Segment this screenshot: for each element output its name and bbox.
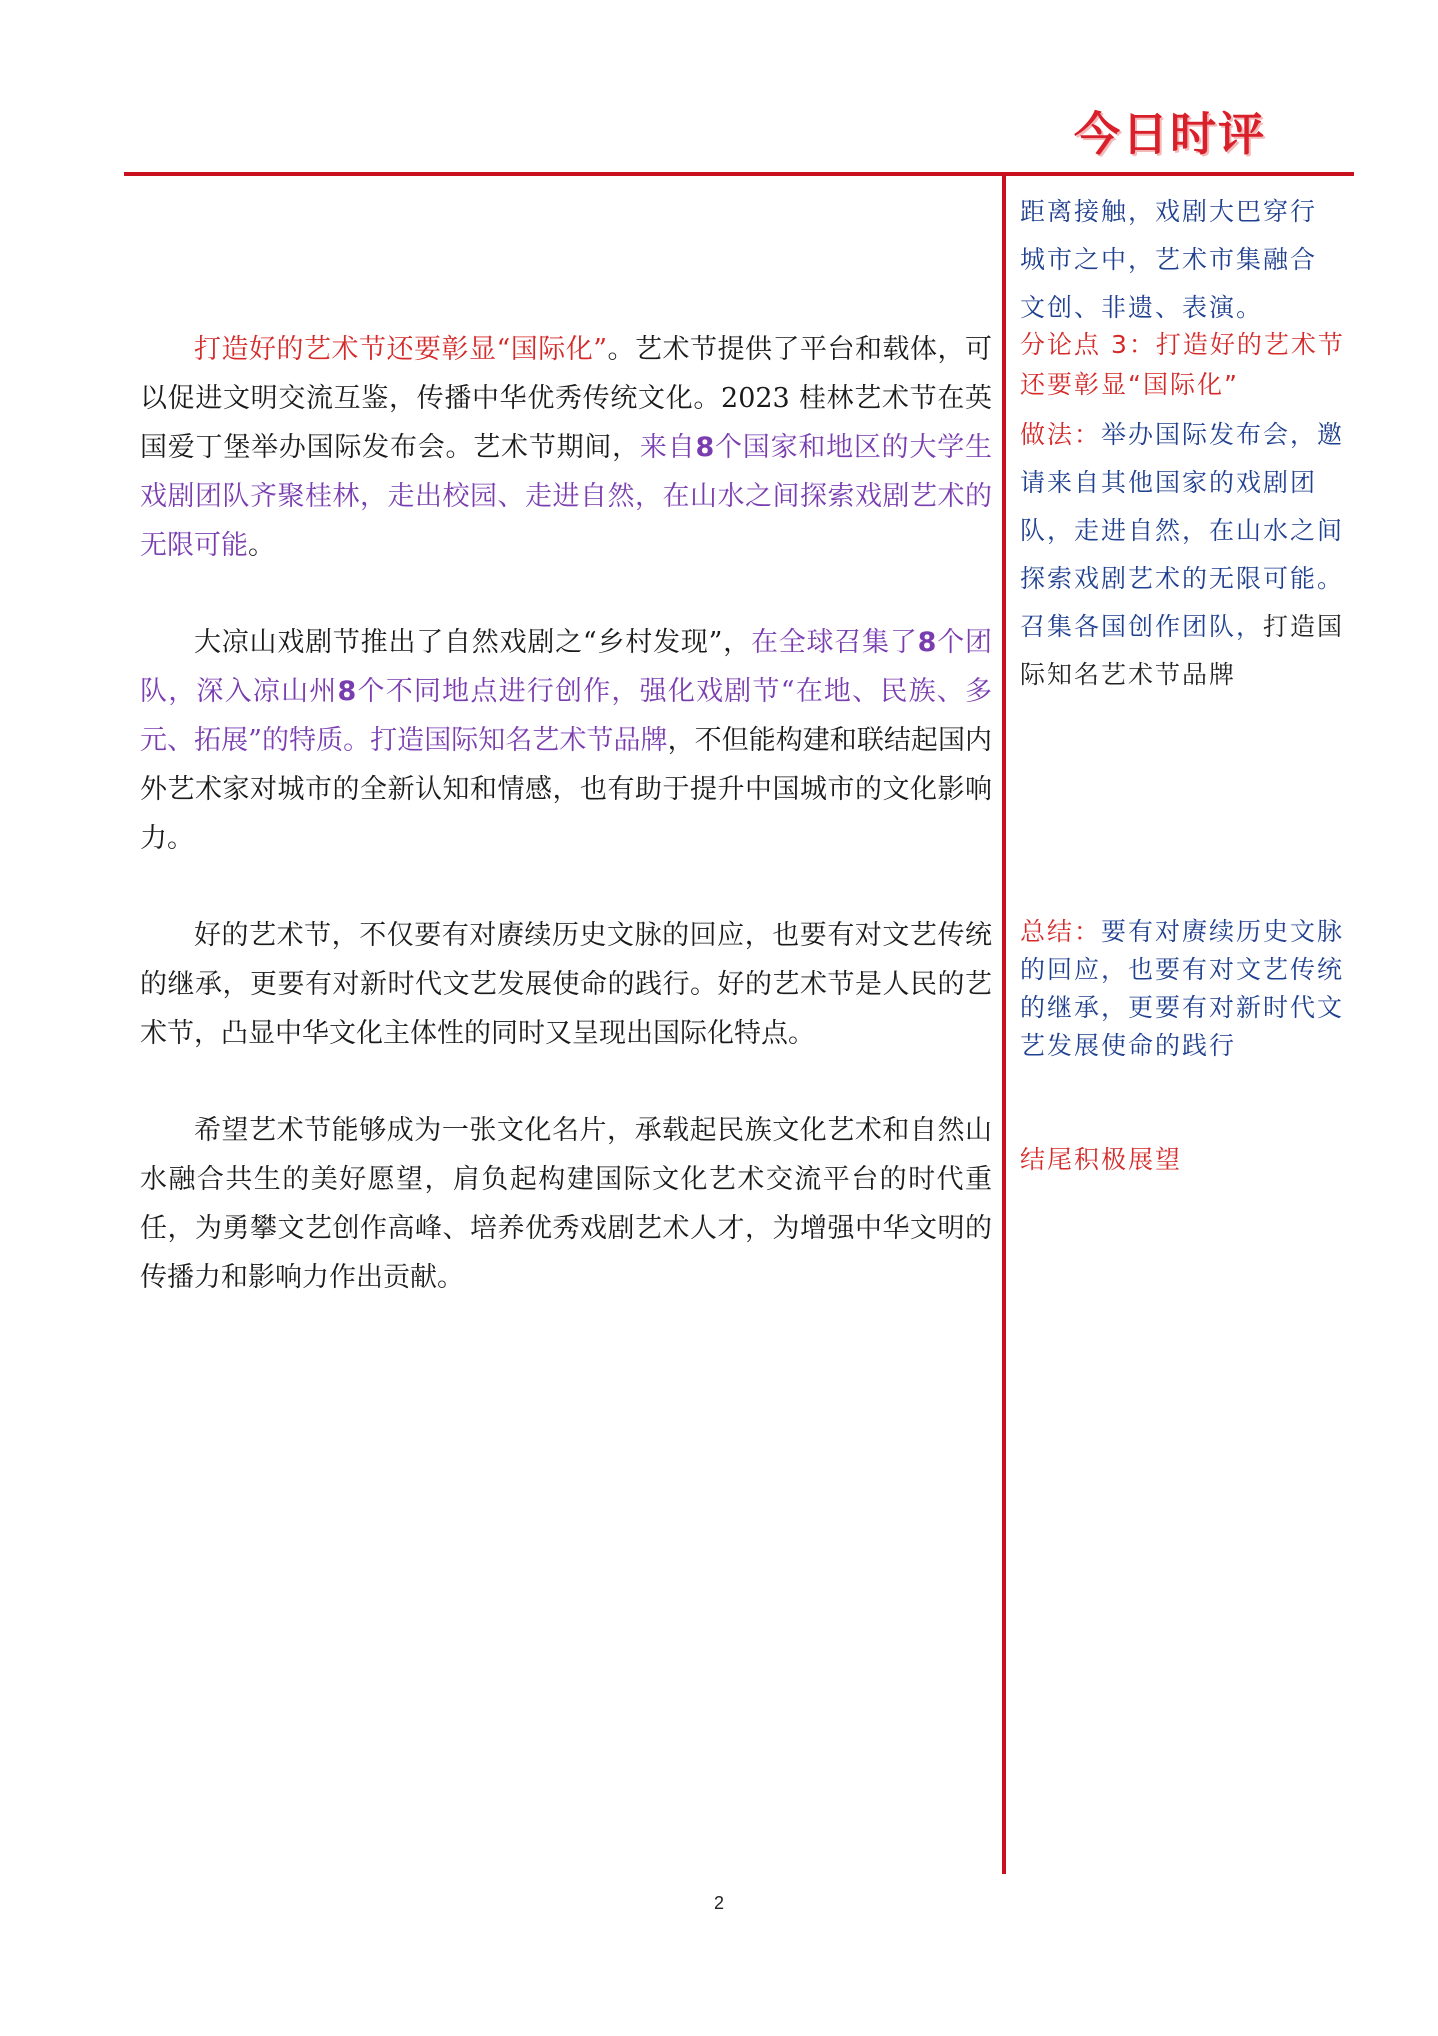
method-note: 做法：举办国际发布会，邀请来自其他国家的戏剧团队，走进自然，在山水之间探索戏剧艺术的无限可能。召集各国创作团队，打造国际知名艺术节品牌 <box>1020 420 1345 689</box>
margin-note-1: 距离接触，戏剧大巴穿行 城市之中，艺术市集融合 文创、非遗、表演。 <box>1020 197 1318 322</box>
sub-argument: 分论点 3：打造好的艺术节还要彰显“国际化” <box>1020 330 1345 399</box>
margin-note-2 <box>1020 325 1350 699</box>
article-body <box>140 325 992 1350</box>
margin-note-summary: 总结：要有对赓续历史文脉的回应，也要有对文艺传统的继承，更要有对新时代文艺发展使命的践行 <box>1020 917 1345 1060</box>
section-lead: 打造好的艺术节还要彰显“国际化” <box>194 334 608 365</box>
column-divider <box>1002 174 1006 1874</box>
highlight: 个国家和地区的大学生戏剧团队齐聚桂林，走出校园、走进自然，在山水之间探索戏剧艺术的无限可能 <box>140 432 992 561</box>
brand-logo: 今日时评 <box>1074 107 1266 161</box>
highlight: 个团队，深入凉山州 <box>140 627 993 707</box>
highlight: 在全球召集了 <box>750 627 918 658</box>
paragraph-3: 好的艺术节，不仅要有对赓续历史文脉的回应，也要有对文艺传统的继承，更要有对新时代文艺发展使命的践行。好的艺术节是人民的艺术节，凸显中华文化主体性的同时又呈现出国际化特点。 <box>140 920 992 1049</box>
header-rule <box>124 172 1354 176</box>
margin-note-ending: 结尾积极展望 <box>1020 1145 1183 1174</box>
page-number: 2 <box>713 1893 724 1913</box>
paragraph-1: 打造好的艺术节还要彰显“国际化”。艺术节提供了平台和载体，可以促进文明交流互鉴，传播中华优秀传统文化。2023 桂林艺术节在英国爱丁堡举办国际发布会。艺术节期间，来自8个国家和地区的大学生戏剧团队齐聚桂林，走出校园、走进自然，在山水之间探索戏剧艺术的无限可能。 <box>140 334 993 561</box>
highlight: 个不同地点进行创作，强化戏剧节“在地、民族、多元、拓展”的特质。打造国际知名艺术节品牌 <box>140 676 992 756</box>
paragraph-4: 希望艺术节能够成为一张文化名片，承载起民族文化艺术和自然山水融合共生的美好愿望，肩负起构建国际文化艺术交流平台的时代重任，为勇攀文艺创作高峰、培养优秀戏剧艺术人才，为增强中华文明的传播力和影响力作出贡献。 <box>140 1115 992 1293</box>
highlight: 来自 <box>639 432 696 463</box>
paragraph-2: 大凉山戏剧节推出了自然戏剧之“乡村发现”，在全球召集了8个团队，深入凉山州8个不同地点进行创作，强化戏剧节“在地、民族、多元、拓展”的特质。打造国际知名艺术节品牌，不但能构建和联结起国内外艺术家对城市的全新认知和情感，也有助于提升中国城市的文化影响力。 <box>140 627 993 854</box>
